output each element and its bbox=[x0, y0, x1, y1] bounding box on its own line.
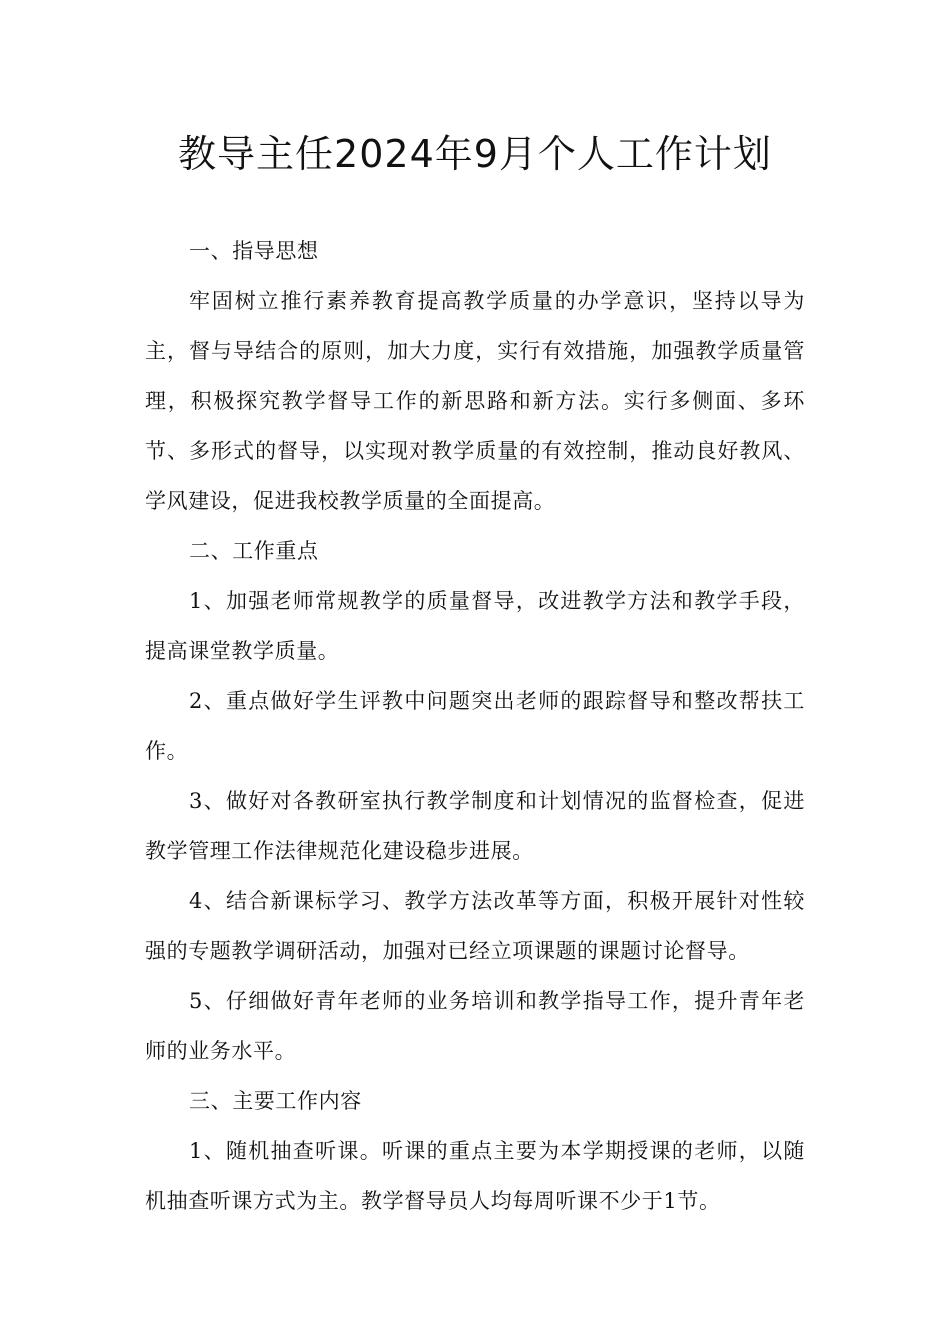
paragraph-guiding-ideology: 牢固树立推行素养教育提高教学质量的办学意识，坚持以导为主，督与导结合的原则，加大力度，实行有效措施，加强教学质量管理，积极探究教学督导工作的新思路和新方法。实行多侧面、多环节、多形式的督导，以实现对教学质量的有效控制，推动良好教风、学风建设，促进我校教学质量的全面提高。 bbox=[145, 289, 805, 513]
work-focus-item-5: 5、仔细做好青年老师的业务培训和教学指导工作，提升青年老师的业务水平。 bbox=[145, 989, 805, 1063]
work-focus-item-4: 4、结合新课标学习、教学方法改革等方面，积极开展针对性较强的专题教学调研活动，加强对已经立项课题的课题讨论督导。 bbox=[145, 889, 805, 963]
section-heading-main-work: 三、主要工作内容 bbox=[189, 1089, 362, 1113]
work-focus-item-1: 1、加强老师常规教学的质量督导，改进教学方法和教学手段，提高课堂教学质量。 bbox=[145, 589, 805, 663]
document-title: 教导主任2024年9月个人工作计划 bbox=[178, 132, 772, 176]
work-focus-item-2: 2、重点做好学生评教中问题突出老师的跟踪督导和整改帮扶工作。 bbox=[145, 689, 805, 763]
main-work-item-1: 1、随机抽查听课。听课的重点主要为本学期授课的老师，以随机抽查听课方式为主。教学督导员人均每周听课不少于1节。 bbox=[145, 1139, 805, 1213]
section-heading-work-focus: 二、工作重点 bbox=[189, 539, 319, 563]
document-body bbox=[145, 226, 805, 1226]
work-focus-item-3: 3、做好对各教研室执行教学制度和计划情况的监督检查，促进教学管理工作法律规范化建设稳步进展。 bbox=[145, 789, 805, 863]
section-heading-guiding-ideology: 一、指导思想 bbox=[189, 239, 319, 263]
